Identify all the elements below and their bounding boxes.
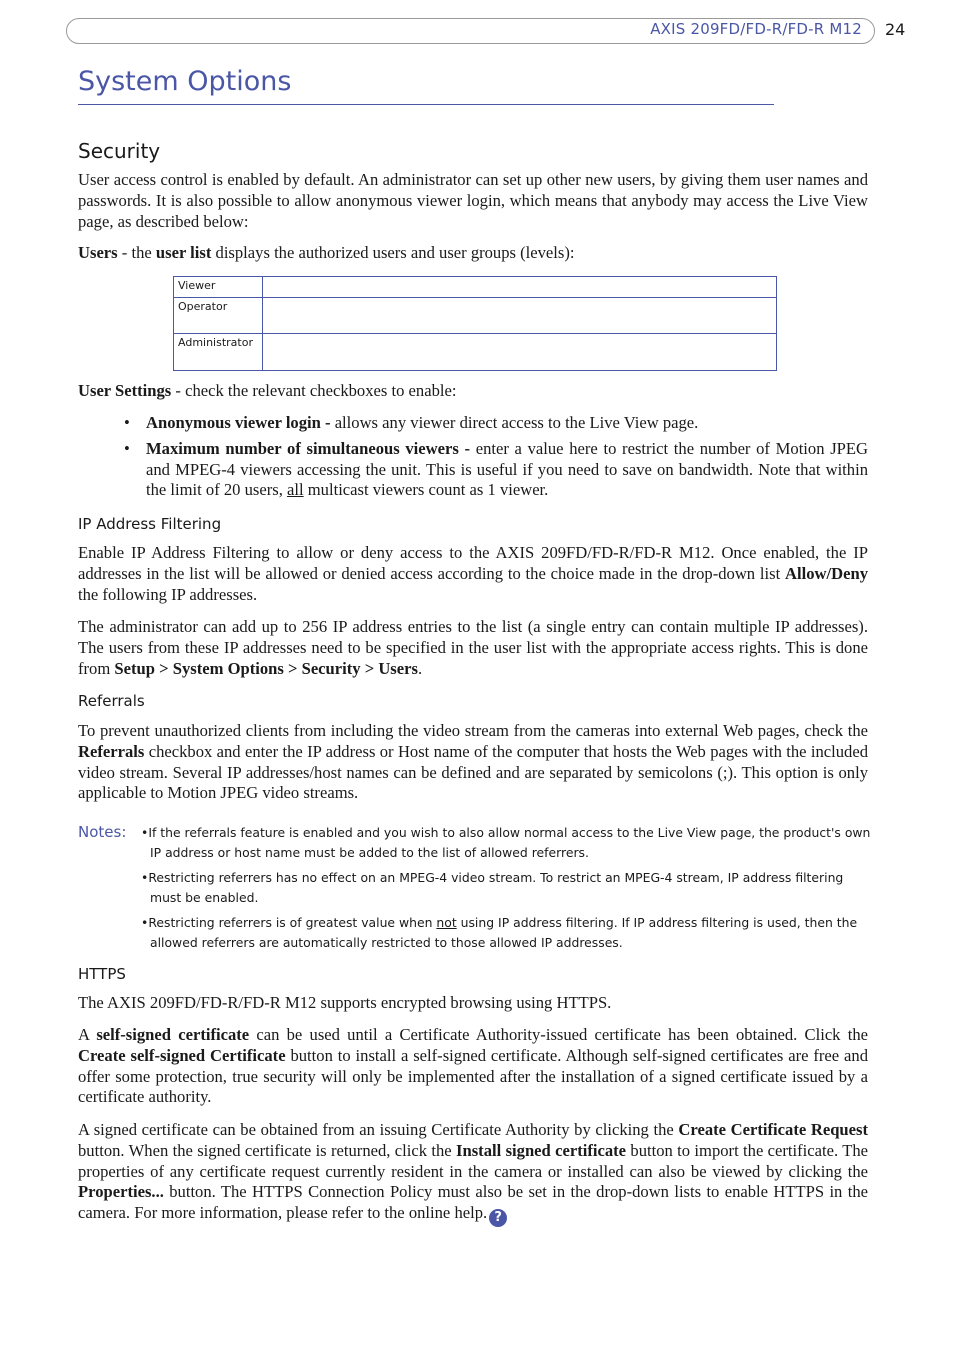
https-p3-e: button. The HTTPS Connection Policy must also be set in the drop-down lists to enable HTTPS in the camera. For more information, please refer to the online help. bbox=[78, 1182, 868, 1223]
https-p3-block bbox=[78, 1120, 868, 1227]
bullet-text: allows any viewer direct access to the Live View page. bbox=[330, 413, 699, 432]
https-heading: HTTPS bbox=[78, 965, 126, 983]
note-2-text: Restricting referrers has no effect on an MPEG-4 video stream. To restrict an MPEG-4 stream, IP address filtering must be enabled. bbox=[148, 870, 844, 905]
table-row bbox=[174, 334, 777, 371]
https-p2-c: can be used until a Certificate Authority-issued certificate has been obtained. Click the bbox=[249, 1025, 868, 1044]
setup-path: Setup > System Options > Security > Users bbox=[114, 658, 418, 678]
users-line-block bbox=[78, 243, 868, 264]
settings-list bbox=[78, 413, 868, 501]
note-3-underline: not bbox=[436, 915, 457, 930]
create-self-signed-label: Create self-signed Certificate bbox=[78, 1045, 286, 1065]
level-desc-cell bbox=[263, 334, 777, 371]
bullet-bold: Maximum number of simultaneous viewers - bbox=[146, 438, 471, 458]
security-intro-block bbox=[78, 170, 868, 232]
user-settings-line bbox=[78, 381, 868, 402]
bullet-underline: all bbox=[287, 480, 304, 500]
level-desc-cell bbox=[263, 298, 777, 334]
ip-p2-end: . bbox=[417, 658, 423, 678]
page-title: System Options bbox=[78, 66, 292, 97]
help-icon[interactable]: ? bbox=[489, 1209, 507, 1227]
ip-p2-text: The administrator can add up to 256 IP address entries to the list (a single entry can contain multiple IP addresses). The users from these IP addresses need to be specified in the user list with the appropriate access rights. This is done from bbox=[78, 617, 868, 678]
users-rest: displays the authorized users and user groups (levels): bbox=[211, 243, 575, 262]
self-signed-label: self-signed certificate bbox=[96, 1025, 250, 1044]
bullet-text: enter a value here to restrict the number of Motion JPEG and MPEG-4 viewers accessing the unit. This is useful if you need to save on bandwidth. Note that within the limit of 20 users, bbox=[146, 438, 868, 500]
user-settings-label: User Settings bbox=[78, 381, 172, 400]
https-p3-a: A signed certificate can be obtained from an issuing Certificate Authority by clicking the bbox=[78, 1120, 679, 1139]
referrals-heading: Referrals bbox=[78, 692, 145, 710]
https-p2-a: A bbox=[78, 1025, 97, 1044]
bullets-block bbox=[78, 413, 868, 501]
ip-p1-end: the following IP addresses. bbox=[78, 584, 258, 604]
create-request-label: Create Certificate Request bbox=[678, 1120, 868, 1139]
level-operator: Operator bbox=[174, 298, 263, 334]
list-item bbox=[78, 413, 868, 434]
https-p2-d: button to install a self-signed certificate. Although self-signed certificates are free and offer some protection, true security will only be implemented after the installation of a signed certificate issued by a certificate authority. bbox=[78, 1045, 869, 1107]
ip-p1-text: Enable IP Address Filtering to allow or deny access to the AXIS 209FD/FD-R/FD-R M12. Once enabled, the IP addresses in the list will be allowed or denied access according to the choice made in the drop-down list bbox=[78, 543, 868, 583]
https-p3 bbox=[78, 1120, 868, 1227]
list-item bbox=[78, 439, 868, 501]
users-mid: - the bbox=[117, 243, 156, 262]
user-settings-rest: - check the relevant checkboxes to enable: bbox=[171, 381, 457, 400]
notes-label: Notes: bbox=[78, 823, 127, 841]
bullet-text-end: multicast viewers count as 1 viewer. bbox=[303, 480, 549, 500]
ip-filtering-p1-block bbox=[78, 543, 868, 605]
https-p3-c: button. When the signed certificate is returned, click the bbox=[78, 1140, 457, 1160]
bullet-dot: • bbox=[124, 438, 130, 458]
note-3-text-a: Restricting referrers is of greatest value when bbox=[148, 915, 437, 930]
bullet-bold: Anonymous viewer login - bbox=[146, 413, 331, 432]
note-1-text: If the referrals feature is enabled and you wish to also allow normal access to the Live View page, the product's own IP address or host name must be added to the list of allowed referrers. bbox=[148, 825, 871, 860]
referrals-text-b: checkbox and enter the IP address or Host name of the computer that hosts the Web pages with the included video stream. Several IP addresses/host names can be defined and are separated by semicolons (;). This option is only applicable to Motion JPEG video streams. bbox=[78, 741, 868, 803]
https-p1-block bbox=[78, 993, 868, 1014]
user-list-label: user list bbox=[155, 243, 212, 262]
https-p2-block bbox=[78, 1025, 868, 1108]
https-p2 bbox=[78, 1025, 868, 1108]
referrals-paragraph bbox=[78, 721, 868, 804]
user-levels-table bbox=[173, 276, 777, 371]
allow-deny-label: Allow/Deny bbox=[785, 563, 868, 583]
page-number: 24 bbox=[885, 20, 906, 39]
referrals-p-block bbox=[78, 721, 868, 804]
referrals-label: Referrals bbox=[78, 741, 145, 761]
https-p1: The AXIS 209FD/FD-R/FD-R M12 supports encrypted browsing using HTTPS. bbox=[78, 993, 612, 1012]
security-intro: User access control is enabled by default. An administrator can set up other new users, by giving them user names and passwords. It is also possible to allow anonymous viewer login, which means that anybody may access the Live View page, as described below: bbox=[78, 170, 868, 231]
note-2: •Restricting referrers has no effect on an MPEG-4 video stream. To restrict an MPEG-4 stream, IP address filtering must be enabled. bbox=[141, 870, 844, 905]
properties-label: Properties... bbox=[78, 1182, 164, 1202]
bullet-dot: • bbox=[124, 413, 130, 432]
user-settings-block bbox=[78, 381, 868, 402]
referrals-text-a: To prevent unauthorized clients from including the video stream from the cameras into external Web pages, check the bbox=[78, 721, 868, 740]
note-1: •If the referrals feature is enabled and you wish to also allow normal access to the Live View page, the product's own IP address or host name must be added to the list of allowed referrers. bbox=[141, 825, 871, 860]
level-desc-cell bbox=[263, 277, 777, 298]
security-heading: Security bbox=[78, 139, 161, 163]
note-3-text-b: using IP address filtering. If IP address filtering is used, then the allowed referrers are automatically restricted to those allowed IP addresses. bbox=[150, 915, 858, 950]
https-p3-d: button to import the certificate. The properties of any certificate request currently resident in the camera or installed can also be viewed by clicking the bbox=[78, 1140, 868, 1181]
level-administrator: Administrator bbox=[174, 334, 263, 371]
header-model: AXIS 209FD/FD-R/FD-R M12 bbox=[650, 20, 862, 38]
users-label: Users bbox=[78, 243, 118, 262]
ip-filtering-p2 bbox=[78, 617, 868, 679]
security-section bbox=[78, 139, 868, 163]
ip-filtering-p1 bbox=[78, 543, 868, 605]
level-viewer: Viewer bbox=[174, 277, 263, 298]
table-row bbox=[174, 298, 777, 334]
referrals-section bbox=[78, 692, 868, 710]
install-signed-label: Install signed certificate bbox=[456, 1140, 627, 1160]
ip-filtering-heading: IP Address Filtering bbox=[78, 515, 222, 533]
users-line bbox=[78, 243, 868, 264]
ip-filtering-p2-block bbox=[78, 617, 868, 679]
https-section bbox=[78, 965, 868, 983]
table-row bbox=[174, 277, 777, 298]
ip-filtering-section bbox=[78, 515, 868, 533]
title-rule bbox=[78, 104, 774, 105]
note-3: •Restricting referrers is of greatest value when not using IP address filtering. If IP address filtering is used, then the allowed referrers are automatically restricted to those allowed IP addresses. bbox=[141, 915, 858, 950]
